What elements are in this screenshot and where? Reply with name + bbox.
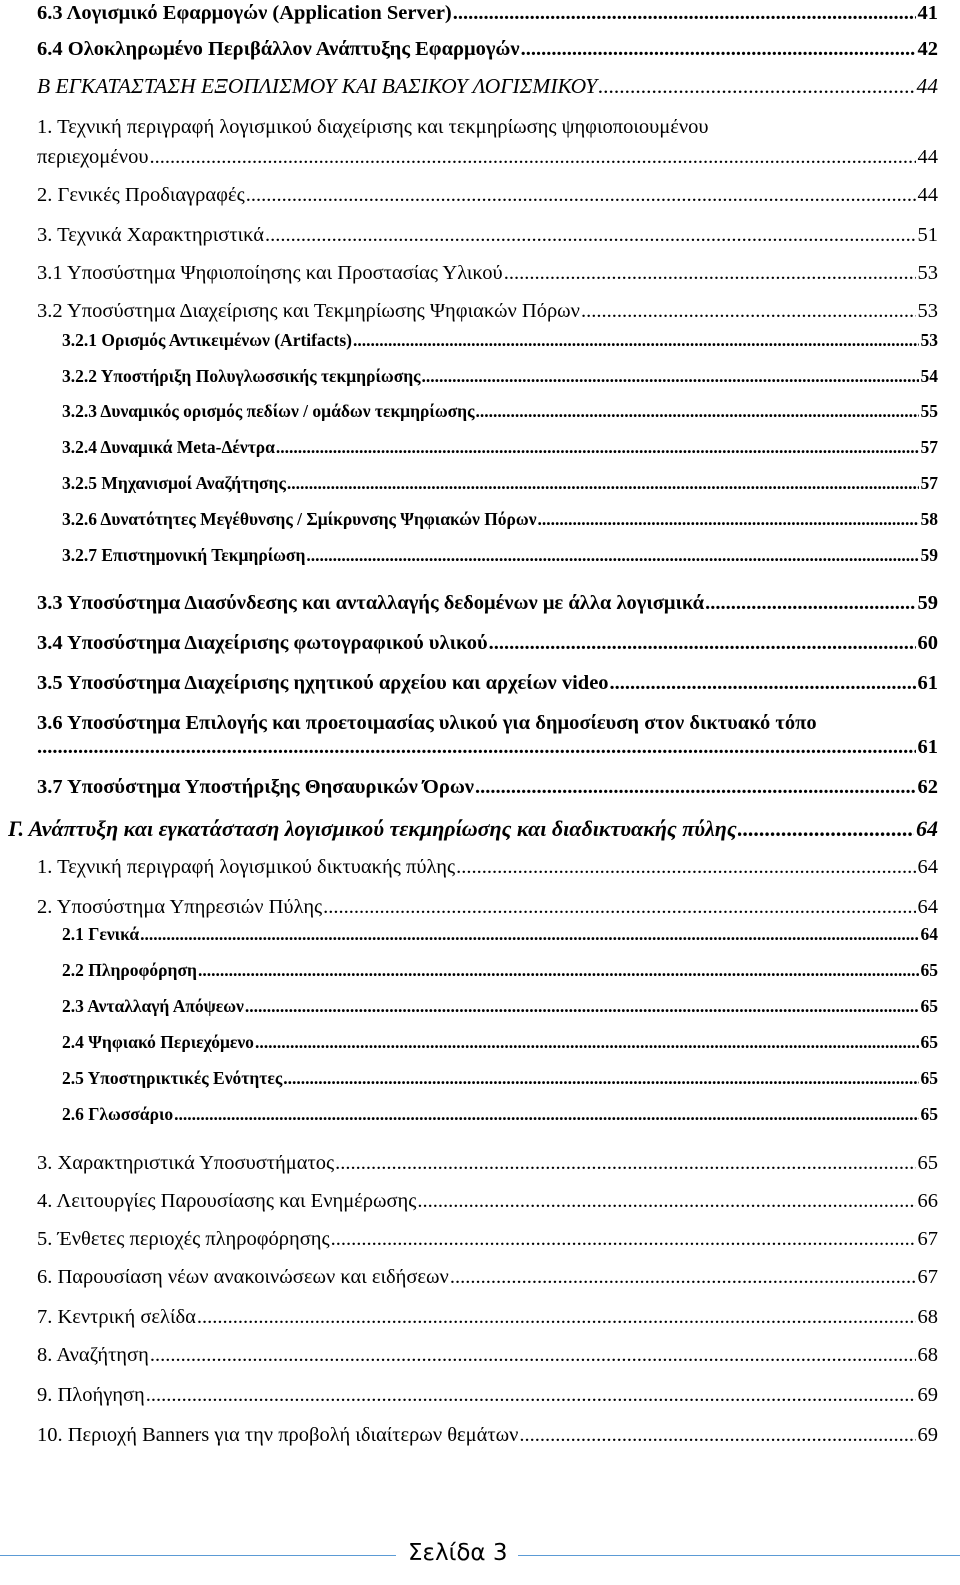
toc-entry-title: 3.1 Υποσύστημα Ψηφιοποίησης και Προστασίας Υλικού [37,262,503,284]
toc-leader-dots [450,1266,916,1289]
toc-entry-title: 2.3 Ανταλλαγή Απόψεων [62,996,244,1016]
toc-entry-page: 53 [917,262,938,284]
toc-entry[interactable] [37,224,938,247]
toc-section-heading[interactable] [8,816,938,842]
toc-entry-title: 9. Πλοήγηση [37,1384,145,1406]
toc-entry[interactable] [37,1266,938,1289]
toc-entry-title: 7. Κεντρική σελίδα [37,1306,196,1328]
toc-entry[interactable] [62,473,938,494]
toc-leader-dots [146,1384,916,1407]
toc-entry-title: 2. Υποσύστημα Υπηρεσιών Πύλης [37,896,323,918]
toc-entry-title: 4. Λειτουργίες Παρουσίασης και Ενημέρωσης [37,1190,417,1212]
toc-leader-dots [705,592,915,615]
toc-leader-dots [335,1152,915,1175]
toc-leader-dots [198,960,919,981]
toc-entry[interactable] [37,1384,938,1407]
toc-entry-title: 3.2.1 Ορισμός Αντικειμένων (Artifacts) [62,330,352,350]
toc-leader-dots [37,736,916,759]
toc-entry-page: 55 [920,401,938,421]
toc-leader-dots [422,366,919,387]
toc-entry[interactable] [62,1068,938,1089]
toc-entry-title-line1: 3.6 Υποσύστημα Επιλογής και προετοιμασίας υλικού για δημοσίευση στον δικτυακό τόπο [37,712,817,734]
toc-entry[interactable] [37,1190,938,1213]
toc-entry[interactable] [37,592,938,615]
toc-entry-title: 3.2 Υποσύστημα Διαχείρισης και Τεκμηρίωσης Ψηφιακών Πόρων [37,300,580,322]
toc-entry-title: 3.3 Υποσύστημα Διασύνδεσης και ανταλλαγής δεδομένων με άλλα λογισμικά [37,592,705,614]
toc-entry[interactable] [37,146,938,169]
toc-entry-title: 2.5 Υποστηρικτικές Ενότητες [62,1068,283,1088]
toc-entry-page: 41 [917,2,938,24]
toc-entry-page: 65 [920,1032,938,1052]
toc-leader-dots [521,38,916,61]
toc-entry-page: 64 [920,924,938,944]
toc-leader-dots [610,672,916,695]
toc-entry-page: 54 [920,366,938,386]
toc-entry-title: 10. Περιοχή Banners για την προβολή ιδιαίτερων θεμάτων [37,1424,519,1446]
toc-entry-page: 67 [917,1228,938,1250]
toc-entry-page: 59 [917,592,938,614]
toc-leader-dots [140,924,918,945]
toc-entry-title: 3.7 Υποσύστημα Υποστήριξης Θησαυρικών Όρων [37,776,474,798]
toc-entry[interactable] [37,38,938,61]
toc-entry-title: 3.2.7 Επιστημονική Τεκμηρίωση [62,545,306,565]
toc-leader-dots [475,776,916,799]
toc-entry-page: 65 [920,1104,938,1124]
toc-entry-page: 53 [920,330,938,350]
toc-leader-dots [306,545,918,566]
toc-leader-dots [581,300,916,323]
toc-entry[interactable] [37,776,938,799]
toc-entry[interactable] [62,1104,938,1125]
toc-entry-page: 65 [920,960,938,980]
toc-entry[interactable] [37,632,938,655]
toc-entry-page: 66 [917,1190,938,1212]
toc-entry-page: 64 [917,896,938,918]
toc-leader-dots [738,816,914,842]
toc-entry-page: 68 [917,1344,938,1366]
toc-entry-title: 6.3 Λογισμικό Εφαρμογών (Application Server) [37,2,452,24]
toc-entry-page: 42 [917,38,938,60]
toc-entry-page: 69 [917,1384,938,1406]
toc-entry[interactable] [37,856,938,879]
toc-entry[interactable] [62,1032,938,1053]
toc-leader-dots [489,632,916,655]
toc-entry-page: 65 [920,996,938,1016]
toc-entry-page: 64 [916,816,938,841]
toc-entry-title-line1: 1. Τεχνική περιγραφή λογισμικού διαχείρισης και τεκμηρίωσης ψηφιοποιουμένου [37,116,709,138]
toc-entry-page: 68 [917,1306,938,1328]
toc-entry-title: 3.2.6 Δυνατότητες Μεγέθυνσης / Σμίκρυνσης Ψηφιακών Πόρων [62,509,537,529]
toc-entry[interactable] [62,401,938,422]
toc-entry[interactable] [37,300,938,323]
toc-leader-dots [456,856,915,879]
toc-entry-title: 3. Χαρακτηριστικά Υποσυστήματος [37,1152,335,1174]
toc-entry[interactable] [37,1152,938,1175]
toc-entry-page: 61 [917,672,938,694]
toc-leader-dots [504,262,916,285]
toc-entry-title: 3.4 Υποσύστημα Διαχείρισης φωτογραφικού υλικού [37,632,488,654]
toc-entry-page: 65 [917,1152,938,1174]
toc-entry[interactable] [37,1228,938,1251]
toc-entry-title: 2. Γενικές Προδιαγραφές [37,184,245,206]
toc-leader-dots [353,330,919,351]
toc-entry[interactable] [62,366,938,387]
toc-leader-dots [538,509,919,530]
toc-entry-title: 3.2.5 Μηχανισμοί Αναζήτησης [62,473,286,493]
toc-entry-title: 6.4 Ολοκληρωμένο Περιβάλλον Ανάπτυξης Εφαρμογών [37,38,520,60]
toc-entry-page: 51 [917,224,938,246]
toc-entry-title: 2.1 Γενικά [62,924,140,944]
toc-entry-title: Β ΕΓΚΑΤΑΣΤΑΣΗ ΕΞΟΠΛΙΣΜΟΥ ΚΑΙ ΒΑΣΙΚΟΥ ΛΟΓΙΣΜΙΚΟΥ [37,74,598,98]
toc-leader-dots [197,1306,916,1329]
toc-entry-title: 8. Αναζήτηση [37,1344,149,1366]
footer-divider-left [0,1555,396,1556]
toc-entry-page: 61 [917,736,938,758]
toc-entry-title: 1. Τεχνική περιγραφή λογισμικού δικτυακής πύλης [37,856,456,878]
toc-leader-dots [276,437,919,458]
toc-entry-page: 58 [920,509,938,529]
toc-entry-page: 60 [917,632,938,654]
toc-entry-page: 65 [920,1068,938,1088]
toc-leader-dots [174,1104,918,1125]
toc-entry[interactable] [37,262,938,285]
toc-section-heading[interactable] [37,74,938,99]
footer-divider-right [518,1555,960,1556]
toc-entry[interactable] [62,545,938,566]
toc-entry-title: 2.4 Ψηφιακό Περιεχόμενο [62,1032,254,1052]
toc-entry-title: Γ. Ανάπτυξη και εγκατάσταση λογισμικού τεκμηρίωσης και διαδικτυακής πύλης [8,816,737,841]
toc-entry-title: 3. Τεχνικά Χαρακτηριστικά [37,224,264,246]
toc-leader-dots [598,74,914,99]
toc-leader-dots [246,184,916,207]
toc-entry-page: 69 [917,1424,938,1446]
toc-leader-dots [453,2,916,25]
toc-entry[interactable] [62,437,938,458]
toc-entry-title: 2.6 Γλωσσάριο [62,1104,174,1124]
toc-entry[interactable] [37,1306,938,1329]
toc-entry[interactable] [37,1424,938,1447]
toc-entry-page: 62 [917,776,938,798]
toc-entry-title: 2.2 Πληροφόρηση [62,960,197,980]
toc-entry[interactable] [37,1344,938,1367]
toc-leader-dots [417,1190,915,1213]
toc-entry[interactable] [62,924,938,945]
toc-entry[interactable] [62,996,938,1017]
toc-entry[interactable] [37,896,938,919]
toc-entry-page: 44 [917,184,938,206]
toc-entry-page: 57 [920,473,938,493]
toc-entry[interactable] [37,2,938,25]
toc-entry-page: 67 [917,1266,938,1288]
toc-entry[interactable] [62,960,938,981]
toc-entry[interactable] [37,736,938,759]
toc-leader-dots [149,146,915,169]
toc-leader-dots [331,1228,916,1251]
toc-leader-dots [283,1068,918,1089]
toc-leader-dots [255,1032,919,1053]
toc-leader-dots [150,1344,916,1367]
toc-entry-title: 3.2.4 Δυναμικά Meta-Δέντρα [62,437,275,457]
toc-leader-dots [323,896,915,919]
toc-entry-title: 3.2.2 Υποστήριξη Πολυγλωσσικής τεκμηρίωσης [62,366,421,386]
toc-entry-title: περιεχομένου [37,146,149,168]
page-number-label: Σελίδα 3 [408,1540,508,1566]
toc-entry-page: 44 [917,146,938,168]
toc-leader-dots [245,996,919,1017]
toc-entry-title: 6. Παρουσίαση νέων ανακοινώσεων και ειδήσεων [37,1266,449,1288]
toc-entry[interactable] [37,184,938,207]
toc-entry-title: 3.2.3 Δυναμικός ορισμός πεδίων / ομάδων τεκμηρίωσης [62,401,475,421]
toc-entry-page: 57 [920,437,938,457]
toc-leader-dots [519,1424,915,1447]
toc-entry-title: 5. Ένθετες περιοχές πληροφόρησης [37,1228,330,1250]
toc-entry-page: 64 [917,856,938,878]
toc-entry-title: 3.5 Υποσύστημα Διαχείρισης ηχητικού αρχείου και αρχείων video [37,672,609,694]
toc-leader-dots [475,401,918,422]
toc-entry[interactable] [62,330,938,351]
toc-entry[interactable] [37,672,938,695]
toc-entry-page: 44 [916,74,938,98]
toc-leader-dots [287,473,919,494]
toc-entry-page: 59 [920,545,938,565]
toc-leader-dots [265,224,916,247]
toc-entry-page: 53 [917,300,938,322]
toc-entry[interactable] [62,509,938,530]
